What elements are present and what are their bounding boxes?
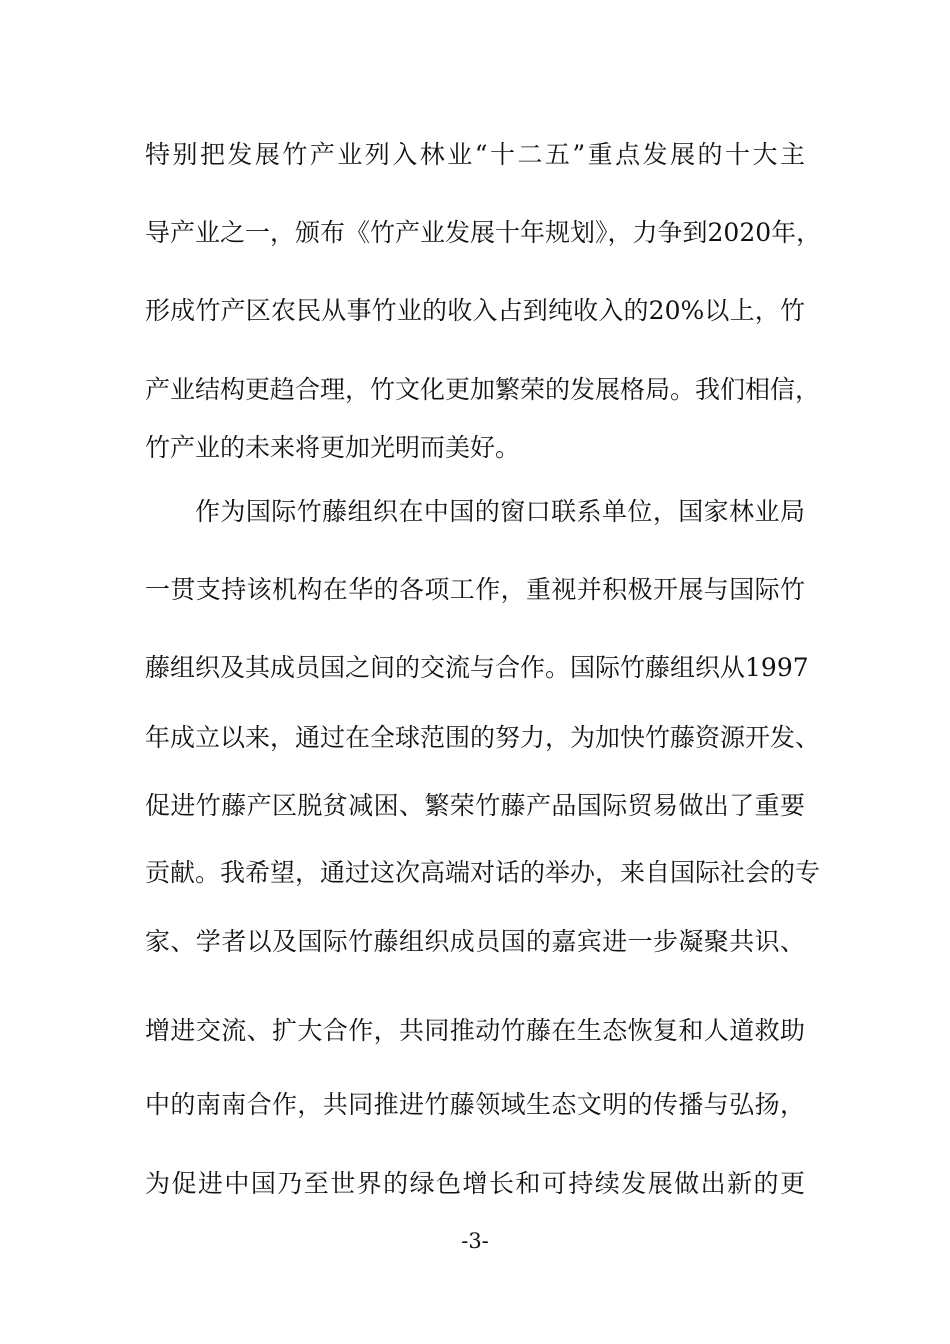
text-line: 促进竹藤产区脱贫减困、繁荣竹藤产品国际贸易做出了重要 <box>145 791 805 820</box>
text-line: 产业结构更趋合理，竹文化更加繁荣的发展格局。我们相信， <box>145 375 821 404</box>
text-line: 增进交流、扩大合作，共同推动竹藤在生态恢复和人道救助 <box>145 1016 805 1045</box>
page-number: -3- <box>461 1229 489 1253</box>
text-line: 特别把发展竹产业列入林业“十二五”重点发展的十大主 <box>145 140 805 169</box>
text-line: 家、学者以及国际竹藤组织成员国的嘉宾进一步凝聚共识、 <box>145 927 805 956</box>
text-line: 一贯支持该机构在华的各项工作，重视并积极开展与国际竹 <box>145 575 805 604</box>
paragraph-end-line: 竹产业的未来将更加光明而美好。 <box>145 433 521 462</box>
paragraph-start-line: 作为国际竹藤组织在中国的窗口联系单位，国家林业局 <box>195 497 805 526</box>
text-line: 藤组织及其成员国之间的交流与合作。国际竹藤组织从1997 <box>145 653 809 682</box>
text-line: 中的南南合作，共同推进竹藤领域生态文明的传播与弘扬， <box>145 1090 805 1119</box>
text-line: 形成竹产区农民从事竹业的收入占到纯收入的20%以上，竹 <box>145 296 805 325</box>
text-line: 年成立以来，通过在全球范围的努力，为加快竹藤资源开发、 <box>145 723 821 752</box>
text-line: 导产业之一，颁布《竹产业发展十年规划》，力争到2020年， <box>145 218 822 247</box>
text-line: 为促进中国乃至世界的绿色增长和可持续发展做出新的更 <box>145 1169 805 1198</box>
text-line: 贡献。我希望，通过这次高端对话的举办，来自国际社会的专 <box>145 858 821 887</box>
